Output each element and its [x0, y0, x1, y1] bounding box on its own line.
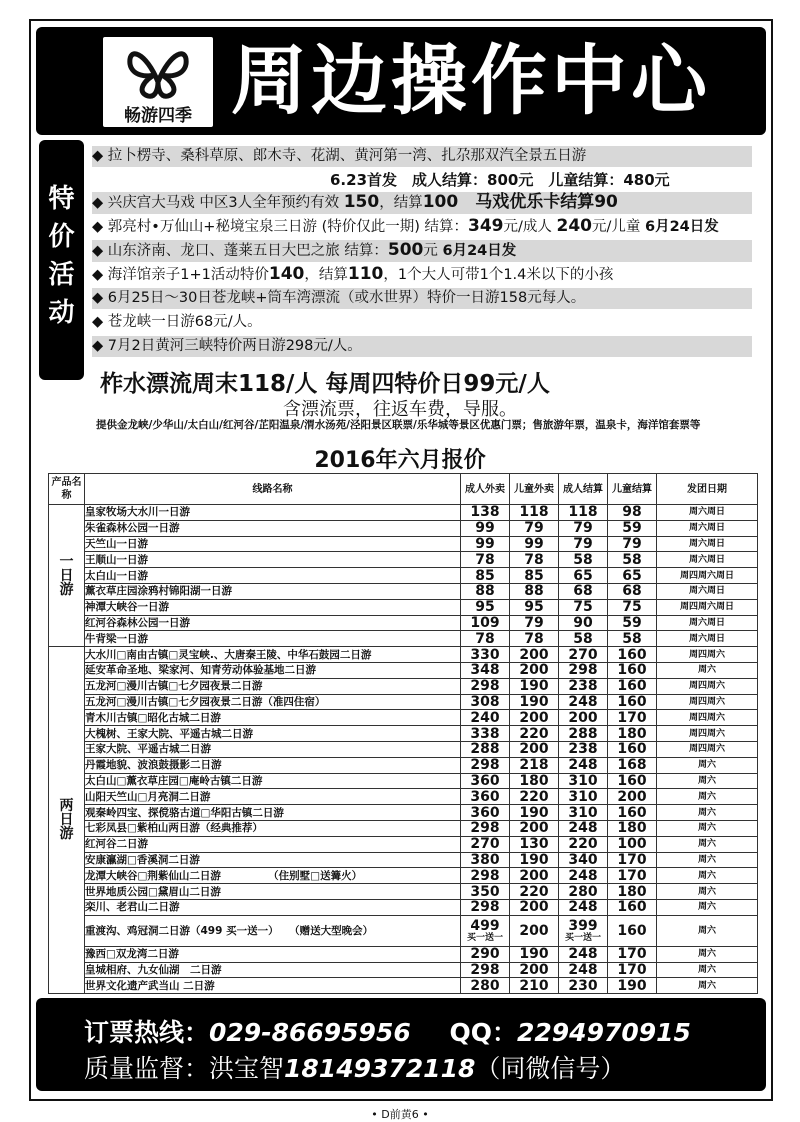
promo-item: ◆ 6月25日～30日苍龙峡+筒车湾漂流（或水世界）特价一日游158元每人。 — [92, 288, 752, 309]
child-settle-price: 98 — [608, 505, 657, 521]
col-child-retail: 儿童外卖 — [510, 474, 559, 505]
promo-item: ◆ 山东济南、龙口、蓬莱五日大巴之旅 结算：500元 6月24日发 — [92, 240, 752, 262]
depart-days: 周四周六 — [657, 741, 758, 757]
child-settle-price: 160 — [608, 694, 657, 710]
depart-days: 周六 — [657, 868, 758, 884]
promo-item: ◆ 7月2日黄河三峡特价两日游298元/人。 — [92, 336, 752, 357]
route-name: 五龙河□漫川古镇□七夕园夜景二日游（准四住宿） — [85, 694, 461, 710]
adult-retail-price: 380 — [461, 852, 510, 868]
child-retail-price: 78 — [510, 552, 559, 568]
child-settle-price: 160 — [608, 773, 657, 789]
side-char: 价 — [48, 222, 75, 252]
child-retail-price: 220 — [510, 884, 559, 900]
depart-days: 周四周六 — [657, 694, 758, 710]
adult-settle-price: 238 — [559, 741, 608, 757]
child-retail-price: 118 — [510, 505, 559, 521]
col-child-settle: 儿童结算 — [608, 474, 657, 505]
child-settle-price: 68 — [608, 583, 657, 599]
child-settle-price: 58 — [608, 631, 657, 647]
child-settle-price: 168 — [608, 757, 657, 773]
depart-days: 周六周日 — [657, 615, 758, 631]
adult-settle-price: 340 — [559, 852, 608, 868]
table-row — [49, 836, 758, 852]
brand-logo — [103, 37, 213, 127]
table-row — [49, 662, 758, 678]
child-retail-price: 190 — [510, 852, 559, 868]
header-bar — [36, 27, 766, 135]
promo-item: ◆ 兴庆宫大马戏 中区3人全年预约有效 150，结算100 马戏优乐卡结算90 — [92, 192, 752, 214]
adult-retail-price: 290 — [461, 946, 510, 962]
child-retail-price: 200 — [510, 647, 559, 663]
child-retail-price: 200 — [510, 915, 559, 946]
child-retail-price: 190 — [510, 805, 559, 821]
child-retail-price: 200 — [510, 662, 559, 678]
adult-settle-price: 238 — [559, 678, 608, 694]
route-name: 太白山□薰衣草庄园□庵岭古镇二日游 — [85, 773, 461, 789]
adult-settle-price: 118 — [559, 505, 608, 521]
child-retail-price: 88 — [510, 583, 559, 599]
adult-settle-price: 58 — [559, 552, 608, 568]
child-retail-price: 79 — [510, 520, 559, 536]
table-row — [49, 552, 758, 568]
child-settle-price: 170 — [608, 946, 657, 962]
table-row — [49, 868, 758, 884]
depart-days: 周六 — [657, 852, 758, 868]
table-row — [49, 615, 758, 631]
child-settle-price: 160 — [608, 741, 657, 757]
adult-settle-price: 248 — [559, 694, 608, 710]
hotline-line: 订票热线：029-86695956 QQ：2294970915 — [84, 1018, 691, 1047]
route-name: 山阳天竺山□月亮洞二日游 — [85, 789, 461, 805]
route-name: 皇城相府、九女仙湖 二日游 — [85, 962, 461, 978]
child-settle-price: 160 — [608, 662, 657, 678]
route-name: 皇家牧场大水川一日游 — [85, 505, 461, 521]
depart-days: 周六周日 — [657, 520, 758, 536]
table-row — [49, 820, 758, 836]
depart-days: 周四周六 — [657, 710, 758, 726]
depart-days: 周六 — [657, 899, 758, 915]
table-row — [49, 978, 758, 994]
adult-retail-price: 308 — [461, 694, 510, 710]
adult-retail-price: 338 — [461, 726, 510, 742]
adult-settle-price: 280 — [559, 884, 608, 900]
adult-retail-price: 298 — [461, 678, 510, 694]
adult-retail-price: 99 — [461, 536, 510, 552]
adult-settle-price: 65 — [559, 568, 608, 584]
promo-item: ◆ 郭亮村•万仙山+秘境宝泉三日游 (特价仅此一期) 结算：349元/成人 240元/儿童 6月24日发 — [92, 216, 719, 236]
banner-subtitle: 含漂流票，往返车费，导服。 — [283, 399, 517, 420]
adult-settle-price: 200 — [559, 710, 608, 726]
adult-retail-price: 288 — [461, 741, 510, 757]
route-name: 薰衣草庄园涂鸦村锦阳湖一日游 — [85, 583, 461, 599]
depart-days: 周六周日 — [657, 583, 758, 599]
side-char: 活 — [48, 260, 75, 290]
table-row — [49, 694, 758, 710]
table-header-row — [49, 474, 758, 505]
depart-days: 周六 — [657, 836, 758, 852]
depart-days: 周六 — [657, 946, 758, 962]
child-settle-price: 170 — [608, 852, 657, 868]
adult-settle-price: 399 买一送一 — [559, 915, 608, 946]
category-label: 两 日 游 — [49, 647, 85, 994]
route-name: 神潭大峡谷一日游 — [85, 599, 461, 615]
adult-settle-price: 230 — [559, 978, 608, 994]
depart-days: 周四周六 — [657, 678, 758, 694]
col-category: 产品名称 — [49, 474, 85, 505]
child-retail-price: 220 — [510, 726, 559, 742]
adult-settle-price: 79 — [559, 536, 608, 552]
depart-days: 周六 — [657, 662, 758, 678]
route-name: 五龙河□漫川古镇□七夕园夜景二日游 — [85, 678, 461, 694]
route-name: 延安革命圣地、梁家河、知青劳动体验基地二日游 — [85, 662, 461, 678]
col-adult-retail: 成人外卖 — [461, 474, 510, 505]
child-retail-price: 200 — [510, 962, 559, 978]
table-row — [49, 599, 758, 615]
hotline-number: 029-86695956 — [209, 1018, 411, 1047]
child-retail-price: 200 — [510, 899, 559, 915]
child-retail-price: 190 — [510, 694, 559, 710]
child-retail-price: 190 — [510, 678, 559, 694]
adult-retail-price: 298 — [461, 757, 510, 773]
adult-retail-price: 348 — [461, 662, 510, 678]
adult-settle-price: 220 — [559, 836, 608, 852]
adult-retail-price: 330 — [461, 647, 510, 663]
child-settle-price: 180 — [608, 884, 657, 900]
col-adult-settle: 成人结算 — [559, 474, 608, 505]
route-name: 重渡沟、鸡冠洞二日游（499 买一送一） （赠送大型晚会） — [85, 915, 461, 946]
adult-retail-price: 88 — [461, 583, 510, 599]
adult-settle-price: 248 — [559, 868, 608, 884]
adult-settle-price: 288 — [559, 726, 608, 742]
child-settle-price: 170 — [608, 868, 657, 884]
child-settle-price: 75 — [608, 599, 657, 615]
child-settle-price: 160 — [608, 678, 657, 694]
depart-days: 周六周日 — [657, 631, 758, 647]
adult-settle-price: 75 — [559, 599, 608, 615]
route-name: 观秦岭四宝、探傥骆古道□华阳古镇二日游 — [85, 805, 461, 821]
route-name: 安康瀛湖□香溪洞二日游 — [85, 852, 461, 868]
table-row — [49, 852, 758, 868]
table-row — [49, 915, 758, 946]
route-name: 红河谷二日游 — [85, 836, 461, 852]
col-depart: 发团日期 — [657, 474, 758, 505]
depart-days: 周六 — [657, 820, 758, 836]
table-row — [49, 899, 758, 915]
depart-days: 周六 — [657, 757, 758, 773]
depart-days: 周四周六周日 — [657, 599, 758, 615]
ticket-note: 提供金龙峡/少华山/太白山/红河谷/芷阳温泉/渭水汤苑/泾阳景区联票/乐华城等景区优惠门票；售旅游年票，温泉卡，海洋馆套票等 — [96, 419, 701, 431]
route-name: 红河谷森林公园一日游 — [85, 615, 461, 631]
child-settle-price: 200 — [608, 789, 657, 805]
adult-retail-price: 99 — [461, 520, 510, 536]
butterfly-icon — [126, 42, 190, 100]
child-retail-price: 99 — [510, 536, 559, 552]
child-settle-price: 180 — [608, 726, 657, 742]
child-settle-price: 160 — [608, 915, 657, 946]
table-row — [49, 631, 758, 647]
adult-settle-price: 298 — [559, 662, 608, 678]
adult-retail-price: 95 — [461, 599, 510, 615]
category-label: 一 日 游 — [49, 505, 85, 647]
child-settle-price: 190 — [608, 978, 657, 994]
contact-footer — [36, 998, 766, 1091]
child-retail-price: 220 — [510, 789, 559, 805]
adult-retail-price: 298 — [461, 868, 510, 884]
child-retail-price: 180 — [510, 773, 559, 789]
route-name: 龙潭大峡谷□荆紫仙山二日游 （住别墅□送篝火） — [85, 868, 461, 884]
adult-retail-price: 350 — [461, 884, 510, 900]
adult-retail-price: 270 — [461, 836, 510, 852]
adult-settle-price: 248 — [559, 899, 608, 915]
adult-settle-price: 310 — [559, 805, 608, 821]
adult-settle-price: 248 — [559, 962, 608, 978]
table-row — [49, 741, 758, 757]
adult-settle-price: 68 — [559, 583, 608, 599]
special-offer-label — [39, 140, 84, 380]
route-name: 王顺山一日游 — [85, 552, 461, 568]
promo-item: ◆ 海洋馆亲子1+1活动特价140，结算110，1个大人可带1个1.4米以下的小孩 — [92, 264, 614, 284]
child-retail-price: 79 — [510, 615, 559, 631]
qq-number: 2294970915 — [516, 1018, 691, 1047]
route-name: 世界文化遗产武当山 二日游 — [85, 978, 461, 994]
table-row — [49, 505, 758, 521]
adult-retail-price: 280 — [461, 978, 510, 994]
adult-retail-price: 298 — [461, 962, 510, 978]
table-row — [49, 946, 758, 962]
child-retail-price: 200 — [510, 741, 559, 757]
table-row — [49, 805, 758, 821]
adult-settle-price: 310 — [559, 773, 608, 789]
table-row — [49, 520, 758, 536]
route-name: 七彩凤县□紫柏山两日游（经典推荐） — [85, 820, 461, 836]
depart-days: 周六 — [657, 962, 758, 978]
table-row — [49, 678, 758, 694]
price-table-title: 2016年六月报价 — [314, 448, 486, 473]
route-name: 世界地质公园□黛眉山二日游 — [85, 884, 461, 900]
adult-retail-price: 360 — [461, 805, 510, 821]
route-name: 大槐树、王家大院、平遥古城二日游 — [85, 726, 461, 742]
child-settle-price: 180 — [608, 820, 657, 836]
route-name: 牛背梁一日游 — [85, 631, 461, 647]
depart-days: 周六 — [657, 978, 758, 994]
promo-item: ◆ 拉卜楞寺、桑科草原、郎木寺、花湖、黄河第一湾、扎尕那双汽全景五日游 — [92, 146, 752, 167]
promo-item: 6.23首发 成人结算：800元 儿童结算：480元 — [330, 171, 670, 189]
route-name: 朱雀森林公园一日游 — [85, 520, 461, 536]
route-name: 太白山一日游 — [85, 568, 461, 584]
child-settle-price: 170 — [608, 710, 657, 726]
adult-retail-price: 78 — [461, 631, 510, 647]
depart-days: 周四周六周日 — [657, 568, 758, 584]
adult-settle-price: 58 — [559, 631, 608, 647]
child-settle-price: 58 — [608, 552, 657, 568]
route-name: 丹霞地貌、波浪鼓摄影二日游 — [85, 757, 461, 773]
table-row — [49, 789, 758, 805]
adult-settle-price: 248 — [559, 820, 608, 836]
route-name: 天竺山一日游 — [85, 536, 461, 552]
table-row — [49, 726, 758, 742]
col-route: 线路名称 — [85, 474, 461, 505]
depart-days: 周六 — [657, 805, 758, 821]
table-row — [49, 647, 758, 663]
child-retail-price: 200 — [510, 820, 559, 836]
child-settle-price: 59 — [608, 520, 657, 536]
child-retail-price: 85 — [510, 568, 559, 584]
child-retail-price: 210 — [510, 978, 559, 994]
adult-settle-price: 79 — [559, 520, 608, 536]
table-row — [49, 962, 758, 978]
child-settle-price: 100 — [608, 836, 657, 852]
table-row — [49, 568, 758, 584]
adult-retail-price: 360 — [461, 789, 510, 805]
child-retail-price: 130 — [510, 836, 559, 852]
page-title: 周边操作中心 — [231, 36, 711, 125]
depart-days: 周四周六 — [657, 726, 758, 742]
child-retail-price: 78 — [510, 631, 559, 647]
depart-days: 周六周日 — [657, 505, 758, 521]
adult-retail-price: 138 — [461, 505, 510, 521]
adult-retail-price: 298 — [461, 899, 510, 915]
child-retail-price: 200 — [510, 710, 559, 726]
depart-days: 周六 — [657, 884, 758, 900]
route-name: 青木川古镇□昭化古城二日游 — [85, 710, 461, 726]
adult-retail-price: 298 — [461, 820, 510, 836]
route-name: 豫西□双龙湾二日游 — [85, 946, 461, 962]
child-settle-price: 79 — [608, 536, 657, 552]
adult-retail-price: 78 — [461, 552, 510, 568]
child-settle-price: 160 — [608, 805, 657, 821]
child-retail-price: 95 — [510, 599, 559, 615]
supervisor-phone: 18149372118 — [284, 1054, 476, 1083]
adult-settle-price: 90 — [559, 615, 608, 631]
adult-settle-price: 310 — [559, 789, 608, 805]
table-row — [49, 757, 758, 773]
depart-days: 周四周六 — [657, 647, 758, 663]
table-row — [49, 583, 758, 599]
route-name: 栾川、老君山二日游 — [85, 899, 461, 915]
adult-settle-price: 270 — [559, 647, 608, 663]
child-settle-price: 59 — [608, 615, 657, 631]
child-settle-price: 170 — [608, 962, 657, 978]
child-settle-price: 160 — [608, 647, 657, 663]
depart-days: 周六 — [657, 789, 758, 805]
adult-retail-price: 109 — [461, 615, 510, 631]
child-retail-price: 190 — [510, 946, 559, 962]
adult-retail-price: 240 — [461, 710, 510, 726]
rafting-banner: 柞水漂流周末118/人 每周四特价日99元/人 — [100, 371, 550, 397]
table-row — [49, 884, 758, 900]
table-row — [49, 773, 758, 789]
price-table — [48, 473, 758, 994]
child-retail-price: 200 — [510, 868, 559, 884]
depart-days: 周六 — [657, 915, 758, 946]
bottom-note: • D前黄6 • — [371, 1108, 429, 1121]
adult-settle-price: 248 — [559, 757, 608, 773]
table-row — [49, 536, 758, 552]
route-name: 王家大院、平遥古城二日游 — [85, 741, 461, 757]
table-row — [49, 710, 758, 726]
depart-days: 周六周日 — [657, 552, 758, 568]
depart-days: 周六 — [657, 773, 758, 789]
side-char: 特 — [48, 184, 75, 214]
route-name: 大水川□南由古镇□灵宝峡.、大唐秦王陵、中华石鼓园二日游 — [85, 647, 461, 663]
promo-item: ◆ 苍龙峡一日游68元/人。 — [92, 314, 262, 330]
child-settle-price: 65 — [608, 568, 657, 584]
logo-text: 畅游四季 — [124, 106, 192, 126]
adult-settle-price: 248 — [559, 946, 608, 962]
adult-retail-price: 360 — [461, 773, 510, 789]
depart-days: 周六周日 — [657, 536, 758, 552]
adult-retail-price: 499 买一送一 — [461, 915, 510, 946]
side-char: 动 — [48, 298, 75, 328]
child-settle-price: 160 — [608, 899, 657, 915]
adult-retail-price: 85 — [461, 568, 510, 584]
supervisor-line: 质量监督：洪宝智18149372118（同微信号） — [84, 1054, 626, 1083]
child-retail-price: 218 — [510, 757, 559, 773]
